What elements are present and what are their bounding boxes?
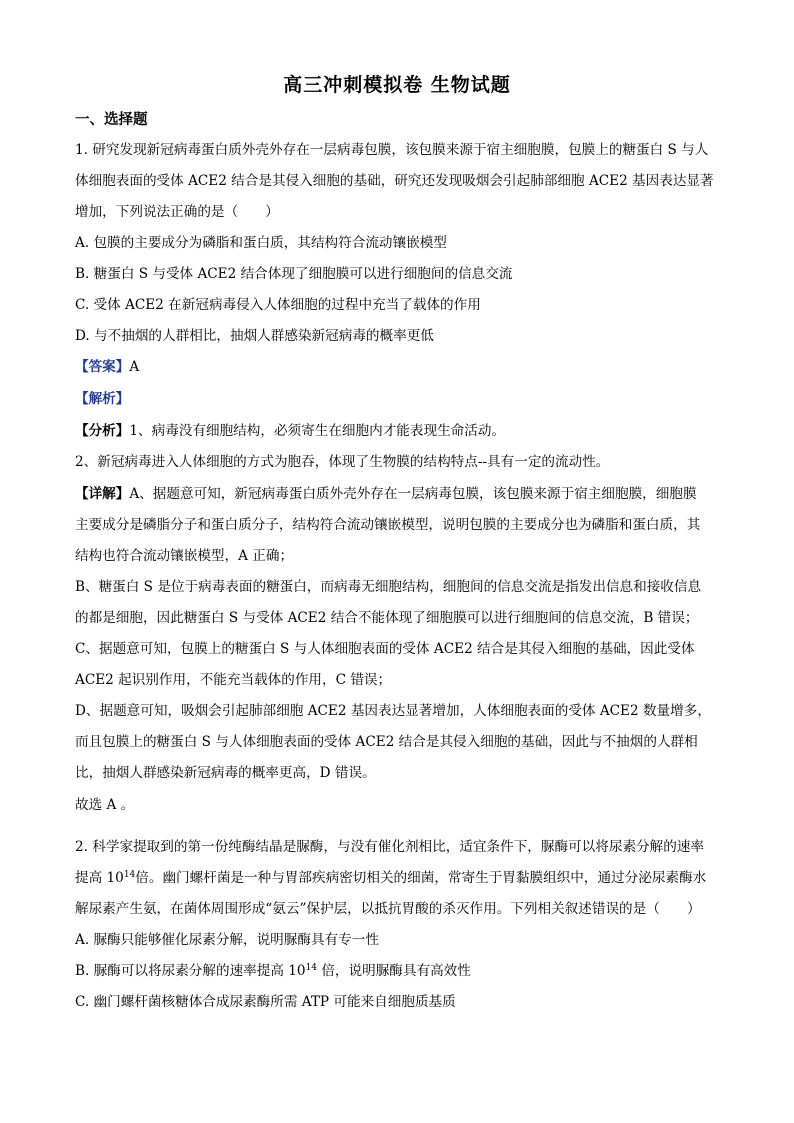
q1-xiangjie-line: B、糖蛋白 S 是位于病毒表面的糖蛋白，而病毒无细胞结构，细胞间的信息交流是指发出信息和接收信息: [75, 579, 702, 595]
q1-xiangjie-line: C、据题意可知，包膜上的糖蛋白 S 与人体细胞表面的受体 ACE2 结合是其侵入细胞的基础，因此受体: [75, 641, 695, 657]
q1-xiangjie-line: ACE2 起识别作用，不能充当载体的作用，C 错误；: [75, 672, 392, 688]
q1-xiangjie-line: [75, 485, 697, 503]
q2-stem-line: 2. 科学家提取到的第一份纯酶结晶是脲酶，与没有催化剂相比，适宜条件下，脲酶可以将尿素分解的速率: [75, 839, 705, 855]
q1-option-a: A. 包膜的主要成分为磷脂和蛋白质，其结构符合流动镶嵌模型: [75, 235, 447, 251]
q2-option-b-post: 倍，说明脲酶具有高效性: [317, 963, 471, 979]
section-heading: 一、选择题: [75, 111, 148, 128]
q1-answer: [75, 358, 139, 376]
q2-option-b: [75, 962, 471, 980]
q1-option-d: D. 与不抽烟的人群相比，抽烟人群感染新冠病毒的概率更低: [75, 328, 434, 344]
q2-stem-line: [75, 869, 706, 887]
answer-tag: 【答案】: [75, 359, 130, 375]
answer-value: A: [129, 359, 140, 375]
q1-xiangjie-line: D、据题意可知，吸烟会引起肺部细胞 ACE2 基因表达显著增加，人体细胞表面的受体 ACE2 数量增多，: [75, 703, 711, 719]
q1-option-b: B. 糖蛋白 S 与受体 ACE2 结合体现了细胞膜可以进行细胞间的信息交流: [75, 266, 513, 282]
q1-xiangjie-line: 主要成分是磷脂分子和蛋白质分子，结构符合流动镶嵌模型，说明包膜的主要成分也为磷脂和蛋白质，其: [75, 517, 701, 533]
q2-stem-line: 解尿素产生氨，在菌体周围形成“氨云”保护层，以抵抗胃酸的杀灭作用。下列相关叙述错误的是（ ）: [75, 901, 701, 917]
page-title: 高三冲刺模拟卷 生物试题: [283, 74, 511, 96]
q1-xiangjie-line: 的都是细胞，因此糖蛋白 S 与受体 ACE2 结合不能体现了细胞膜可以进行细胞间的信息交流，B 错误；: [75, 610, 699, 626]
q2-option-b-pre: B. 脲酶可以将尿素分解的速率提高 10: [75, 963, 306, 979]
q2-option-a: A. 脲酶只能够催化尿素分解，说明脲酶具有专一性: [75, 932, 379, 948]
xiangjie-tag: 【详解】: [75, 486, 130, 502]
fenxi-tag: 【分析】: [75, 423, 130, 439]
q1-stem-line: 增加，下列说法正确的是（ ）: [75, 204, 279, 220]
q1-option-c: C. 受体 ACE2 在新冠病毒侵入人体细胞的过程中充当了载体的作用: [75, 297, 481, 313]
q2-stem-pre: 提高 10: [75, 870, 124, 886]
q2-stem-post: 倍。幽门螺杆菌是一种与胃部疾病密切相关的细菌，常寄生于胃黏膜组织中，通过分泌尿素酶水: [135, 870, 707, 886]
q2-stem-exponent: 14: [123, 870, 136, 880]
q1-xiangjie-line: 而且包膜上的糖蛋白 S 与人体细胞表面的受体 ACE2 结合是其侵入细胞的基础，因此与不抽烟的人群相: [75, 734, 698, 750]
q1-conclusion: 故选 A 。: [75, 797, 135, 813]
fenxi-text: 1、病毒没有细胞结构，必须寄生在细胞内才能表现生命活动。: [129, 423, 506, 439]
analysis-tag: 【解析】: [75, 391, 130, 407]
q2-option-c: C. 幽门螺杆菌核糖体合成尿素酶所需 ATP 可能来自细胞质基质: [75, 994, 456, 1010]
q1-stem-line: 体细胞表面的受体 ACE2 结合是其侵入细胞的基础，研究还发现吸烟会引起肺部细胞 ACE2 基因表达显著: [75, 173, 714, 189]
q1-fenxi-line: [75, 422, 505, 440]
q1-xiangjie-line: 比，抽烟人群感染新冠病毒的概率更高，D 错误。: [75, 765, 376, 781]
q1-analysis-heading: [75, 390, 129, 408]
q1-xiangjie-line: 结构也符合流动镶嵌模型，A 正确；: [75, 548, 294, 564]
xiangjie-text: A、据题意可知，新冠病毒蛋白质外壳外存在一层病毒包膜，该包膜来源于宿主细胞膜，细胞膜: [129, 486, 697, 502]
q1-fenxi-line: 2、新冠病毒进入人体细胞的方式为胞吞，体现了生物膜的结构特点--具有一定的流动性。: [75, 454, 610, 470]
q1-stem-line: 1. 研究发现新冠病毒蛋白质外壳外存在一层病毒包膜，该包膜来源于宿主细胞膜，包膜上的糖蛋白 S 与人: [75, 142, 709, 158]
q2-option-b-exponent: 14: [305, 963, 318, 973]
